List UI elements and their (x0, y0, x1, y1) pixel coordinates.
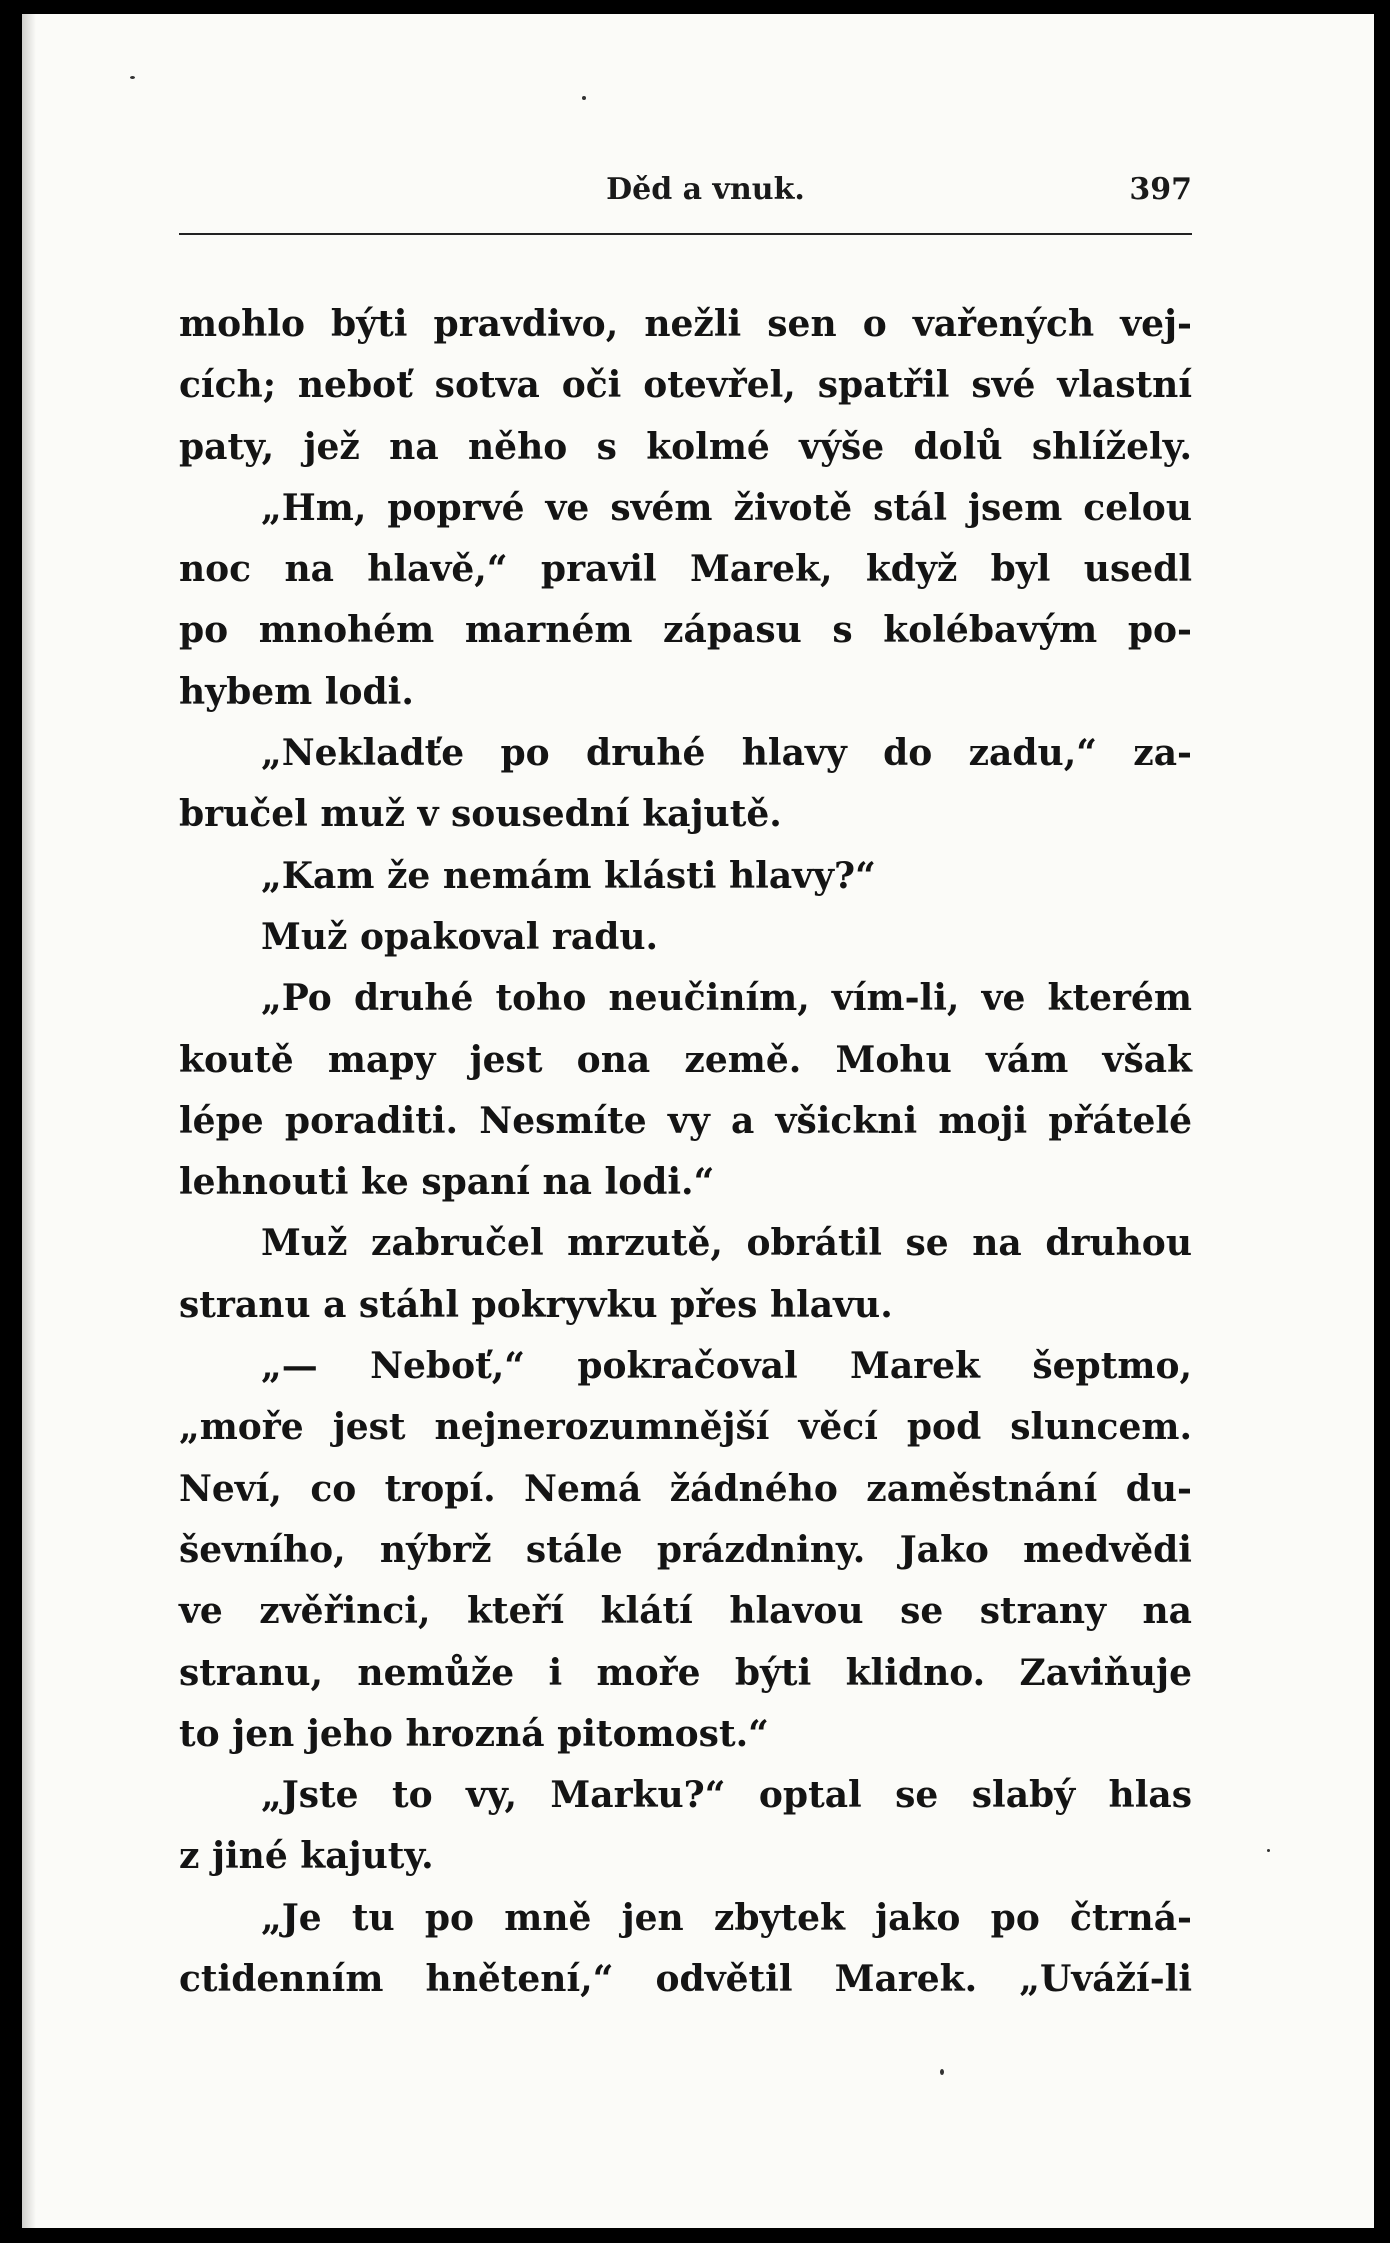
text-line: hybem lodi. (179, 670, 414, 713)
text-line: „Po druhé toho neučiním, vím-li, ve kterém (261, 977, 1192, 1020)
text-line: ctidenním hnětení,“ odvětil Marek. „Uváží-li (179, 1958, 1192, 2001)
header-rule (179, 233, 1192, 235)
paper-speck (940, 2069, 944, 2075)
text-line: „— Neboť,“ pokračoval Marek šeptmo, (261, 1345, 1192, 1388)
text-line: Neví, co tropí. Nemá žádného zaměstnání du- (179, 1467, 1192, 1510)
text-line: lépe poraditi. Nesmíte vy a všickni moji přátelé (179, 1099, 1192, 1142)
text-line: „Nekladťe po druhé hlavy do zadu,“ za- (261, 732, 1192, 775)
body-text (179, 294, 1192, 2010)
text-line: stranu, nemůže i moře býti klidno. Zaviňuje (179, 1651, 1192, 1694)
text-line: stranu a stáhl pokryvku přes hlavu. (179, 1283, 893, 1326)
text-line: po mnohém marném zápasu s kolébavým po- (179, 609, 1192, 652)
text-line: lehnouti ke spaní na lodi.“ (179, 1161, 715, 1204)
page-number: 397 (1129, 172, 1192, 207)
text-line: cích; neboť sotva oči otevřel, spatřil své vlastní (179, 364, 1192, 407)
text-line: mohlo býti pravdivo, nežli sen o vařených vej- (179, 303, 1192, 345)
text-line: Muž zabručel mrzutě, obrátil se na druhou (261, 1222, 1192, 1265)
paper-speck (1267, 1849, 1270, 1852)
text-line: „Jste to vy, Marku?“ optal se slabý hlas (261, 1774, 1192, 1817)
text-line: bručel muž v sousední kajutě. (179, 793, 782, 836)
text-line: z jiné kajuty. (179, 1835, 434, 1878)
text-line: koutě mapy jest ona země. Mohu vám však (179, 1038, 1192, 1081)
paper-speck (130, 76, 135, 79)
text-line: „Hm, poprvé ve svém životě stál jsem celou (261, 486, 1192, 529)
text-line: to jen jeho hrozná pitomost.“ (179, 1712, 769, 1755)
text-line: noc na hlavě,“ pravil Marek, když byl usedl (179, 548, 1192, 591)
text-line: „moře jest nejnerozumnější věcí pod sluncem. (179, 1406, 1192, 1449)
book-page (22, 14, 1374, 2228)
text-line: paty, jež na něho s kolmé výše dolů shlížely. (179, 425, 1192, 468)
text-line: „Kam že nemám klásti hlavy?“ (261, 854, 876, 897)
page-gutter-shadow (22, 14, 36, 2228)
page-header (179, 172, 1192, 216)
running-title: Děd a vnuk. (606, 172, 805, 207)
text-line: Muž opakoval radu. (261, 915, 659, 958)
text-line: ve zvěřinci, kteří klátí hlavou se strany na (179, 1590, 1192, 1633)
text-line: ševního, nýbrž stále prázdniny. Jako medvědi (179, 1528, 1192, 1571)
paper-speck (582, 96, 586, 100)
text-line: „Je tu po mně jen zbytek jako po čtrná- (261, 1896, 1192, 1939)
